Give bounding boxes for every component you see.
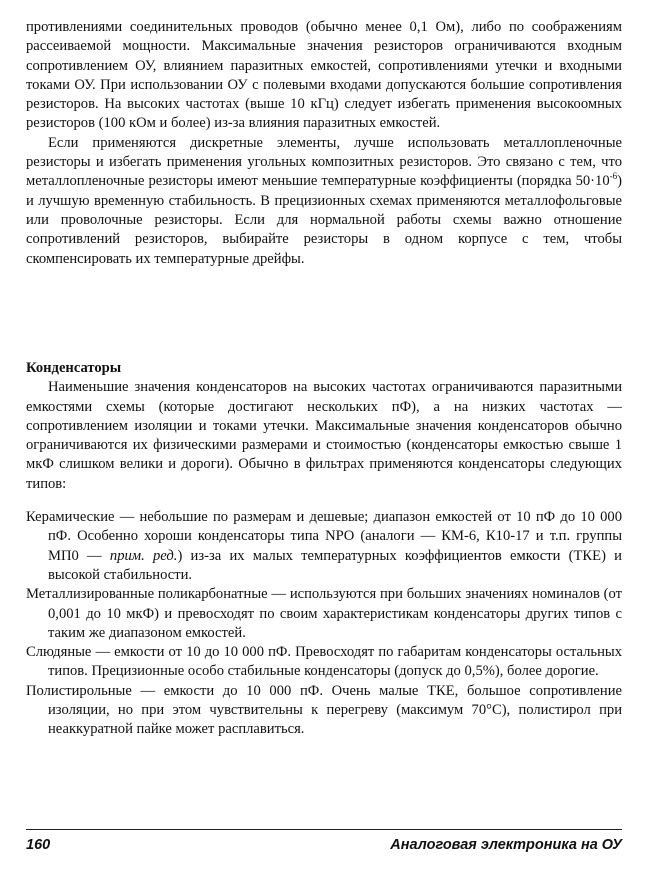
list-item-text: Полистирольные — емкости до 10 000 пФ. Очень малые ТКЕ, большое сопротивление изоляции, но при этом чувствительны к перегреву (максимум 70°С), полистирол при неаккуратной пайке может расплавиться. bbox=[26, 682, 622, 738]
capacitors-section bbox=[26, 359, 622, 740]
list-item-polystyrene bbox=[26, 682, 622, 740]
exponent: -6 bbox=[609, 171, 618, 182]
paragraph-discrete-resistors-part2: ) и лучшую временную стабильность. В прецизионных схемах применяются металлофольговые или проволочные резисторы. Если для нормальной работы схемы важно отношение сопротивлений резисторов, выбирайте резисторы в одном корпусе с тем, чтобы скомпенсировать их температурные дрейфы. bbox=[26, 173, 622, 267]
footer-divider bbox=[26, 829, 622, 830]
list-item-text: Слюдяные — емкости от 10 до 10 000 пФ. Превосходят по габаритам конденсаторы остальных типов. Прецизионные особо стабильные конденсаторы (допуск до 0,5%), более дорогие. bbox=[26, 644, 622, 680]
list-item-text: Керамические — небольшие по размерам и дешевые; диапазон емкостей от 10 пФ до 10 000 пФ. Особенно хороши конденсаторы типа NPO (аналоги — КМ-6, К10-17 и т.п. группы МП0 — bbox=[26, 509, 622, 564]
list-item-polycarbonate bbox=[26, 585, 622, 643]
section-heading-capacitors: Конденсаторы bbox=[26, 360, 122, 376]
page-footer bbox=[26, 836, 622, 855]
list-item-text: Металлизированные поликарбонатные — используются при больших значениях номиналов (от 0,001 до 10 мкФ) и превосходят по своим характеристикам конденсаторы других типов с таким же диапазоном емкостей. bbox=[26, 586, 622, 641]
list-item-ceramic bbox=[26, 508, 622, 585]
capacitor-types-list bbox=[26, 508, 622, 740]
paragraph-discrete-resistors bbox=[26, 134, 622, 269]
paragraph-resistor-limits: противлениями соединительных проводов (обычно менее 0,1 Ом), либо по соображениям рассеиваемой мощности. Максимальные значения резисторов ограничиваются входным сопротивлением ОУ, влиянием паразитных емкостей, сопротивлениями утечки и входными токами ОУ. При использовании ОУ с полевыми входами допускаются большие сопротивления резисторов. На высоких частотах (выше 10 кГц) следует избегать применения высокоомных резисторов (100 кОм и более) из-за влияния паразитных емкостей. bbox=[26, 19, 622, 132]
spacer bbox=[26, 494, 622, 508]
book-title: Аналоговая электроника на ОУ bbox=[390, 837, 622, 853]
list-item-text-end: ) из-за их малых температурных коэффициентов емкости (ТКЕ) и высокой стабильности. bbox=[48, 547, 622, 583]
page-number: 160 bbox=[26, 837, 51, 853]
editor-note: прим. ред. bbox=[109, 547, 178, 564]
paragraph-capacitor-limits: Наименьшие значения конденсаторов на высоких частотах ограничиваются паразитными емкостями схемы (которые достигают нескольких пФ), а на низких частотах — сопротивлением изоляции и токами утечки. Максимальные значения конденсаторов обычно ограничиваются их физическими размерами и стоимостью (конденсаторы емкостью свыше 1 мкФ слишком велики и дороги). Обычно в фильтрах применяются конденсаторы следующих типов: bbox=[26, 379, 622, 492]
text-block-top bbox=[26, 18, 622, 269]
paragraph-discrete-resistors-part1: Если применяются дискретные элементы, лучше использовать металлопленочные резисторы и избегать применения угольных композитных резисторов. Это связано с тем, что металлопленочные резисторы имеют меньшие температурные коэффициенты (порядка 50·10 bbox=[26, 134, 622, 190]
list-item-mica bbox=[26, 643, 622, 682]
